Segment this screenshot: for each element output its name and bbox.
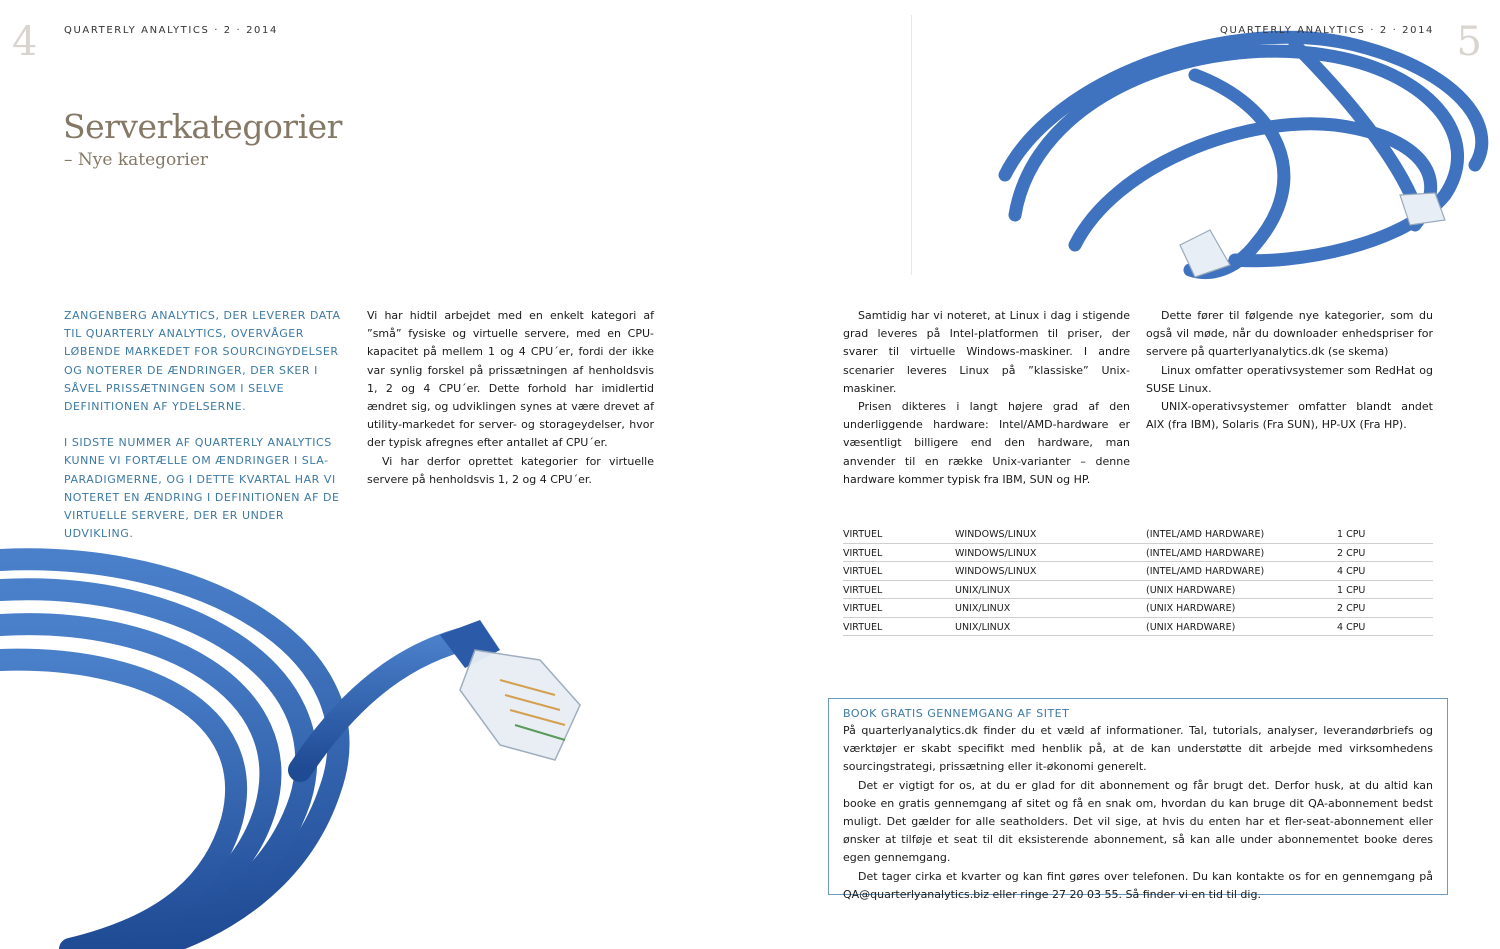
table-cell: (UNIX HARDWARE) [1146, 621, 1236, 633]
intro-paragraph: ZANGENBERG ANALYTICS, DER LEVERER DATA TIL QUARTERLY ANALYTICS, OVERVÅGER LØBENDE MARKEDET FOR SOURCINGYDELSER OG NOTERER DE ÆNDRINGER, DER SKER I SÅVEL PRISSÆTNINGEN SOM I SELVE DEFINITIONEN AF YDELSERNE. [64, 309, 341, 414]
table-row [843, 581, 1433, 600]
table-cell: VIRTUEL [843, 621, 883, 633]
box-title: BOOK GRATIS GENNEMGANG AF SITET [843, 707, 1070, 720]
network-cable-image-left [0, 530, 600, 949]
table-cell: WINDOWS/LINUX [955, 566, 1037, 577]
page-subtitle: – Nye kategorier [64, 150, 209, 170]
table-cell: WINDOWS/LINUX [955, 547, 1037, 559]
table-cell: VIRTUEL [843, 603, 883, 614]
box-paragraph: Det er vigtigt for os, at du er glad for dit abonnement og får brugt det. Derfor husk, at du altid kan booke en gratis gennemgang af sitet og få en snak om, hvordan du kan bruge dit QA-abonnement bedst muligt. Det gælder for alle seatholders. Det vil sige, at hvis du enten har et fler-seat-abonnement eller ønsker at tilføje et seat til dit eksisterende abonnement, så kan alle under abonnementet booke deres egen gennemgang. [843, 778, 1433, 865]
page-title: Serverkategorier [63, 107, 342, 146]
table-cell: VIRTUEL [843, 547, 883, 559]
intro-column [64, 307, 350, 543]
intro-paragraph: I SIDSTE NUMMER AF QUARTERLY ANALYTICS KUNNE VI FORTÆLLE OM ÆNDRINGER I SLA-PARADIGMERNE, OG I DETTE KVARTAL HAR VI NOTERET EN ÆNDRING I DEFINITIONEN AF DE VIRTUELLE SERVERE, DER ER UNDER UDVIKLING. [64, 436, 340, 541]
table-row [843, 599, 1433, 618]
running-header-left: QUARTERLY ANALYTICS · 2 · 2014 [64, 25, 278, 36]
server-category-table [843, 525, 1433, 636]
table-cell: VIRTUEL [843, 584, 883, 596]
table-row [843, 525, 1433, 544]
table-cell: UNIX/LINUX [955, 621, 1011, 633]
page-fold-divider [911, 15, 912, 275]
table-cell: 4 CPU [1337, 621, 1366, 633]
table-cell: (INTEL/AMD HARDWARE) [1146, 547, 1265, 559]
body-paragraph: Prisen dikteres i langt højere grad af den underliggende hardware: Intel/AMD-hardware er væsentligt billigere end den hardware, man anvender til en række Unix-varianter – denne hardware kommer typisk fra IBM, SUN og HP. [843, 400, 1130, 486]
body-column-left [367, 307, 654, 489]
table-cell: WINDOWS/LINUX [955, 529, 1037, 540]
table-cell: 4 CPU [1337, 566, 1366, 577]
table-cell: 1 CPU [1337, 584, 1366, 596]
table-cell: 2 CPU [1337, 603, 1366, 614]
table-cell: (UNIX HARDWARE) [1146, 603, 1236, 614]
body-column-right-2 [1146, 307, 1433, 434]
table-cell: (UNIX HARDWARE) [1146, 584, 1236, 596]
body-paragraph: Samtidig har vi noteret, at Linux i dag i stigende grad leveres på Intel-platformen til priser, der svarer til virtuelle Windows-maskiner. I andre scenarier leveres Linux på ”klassiske” Unix-maskiner. [843, 309, 1130, 395]
body-paragraph: UNIX-operativsystemer omfatter blandt andet AIX (fra IBM), Solaris (Fra SUN), HP-UX (Fra HP). [1146, 400, 1433, 432]
body-paragraph: Dette fører til følgende nye kategorier, som du også vil møde, når du downloader enhedspriser for servere på quarterlyanalytics.dk (se skema) [1146, 309, 1433, 359]
table-cell: UNIX/LINUX [955, 603, 1011, 614]
table-cell: VIRTUEL [843, 529, 883, 540]
page-number-left: 4 [12, 19, 38, 65]
network-cable-image-right [995, 15, 1500, 290]
body-paragraph: Vi har derfor oprettet kategorier for virtuelle servere på henholdsvis 1, 2 og 4 CPU´er. [367, 454, 654, 486]
body-paragraph: Linux omfatter operativsystemer som RedHat og SUSE Linux. [1146, 363, 1433, 395]
table-cell: UNIX/LINUX [955, 584, 1011, 596]
body-column-right-1 [843, 307, 1130, 489]
body-paragraph: Vi har hidtil arbejdet med en enkelt kategori af ”små” fysiske og virtuelle servere, med en CPU-kapacitet på mellem 1 og 4 CPU´er, fordi der ikke var synlig forskel på prissætningen af henholdsvis 1, 2 og 4 CPU´er. Dette forhold har imidlertid ændret sig, og udviklingen synes at være drevet af utility-markedet for server- og storageydelser, hvor der typisk afregnes efter antallet af CPU´er. [367, 309, 654, 450]
table-row [843, 618, 1433, 637]
table-cell: (INTEL/AMD HARDWARE) [1146, 529, 1265, 540]
table-row [843, 562, 1433, 581]
rj45-connector-right [1180, 193, 1445, 277]
table-cell: 1 CPU [1337, 529, 1366, 540]
table-cell: VIRTUEL [843, 566, 883, 577]
table-row [843, 544, 1433, 563]
box-paragraph: Det tager cirka et kvarter og kan fint gøres over telefonen. Du kan kontakte os for en gennemgang på QA@quarterlyanalytics.biz eller ringe 27 20 03 55. Så finder vi en tid til dig. [843, 869, 1433, 901]
box-paragraph: På quarterlyanalytics.dk finder du et væld af informationer. Tal, tutorials, analyser, leverandørbriefs og værktøjer er skabt specifikt med henblik på, at de kan understøtte dit arbejde med virksomhedens sourcingstrategi, prissætning eller it-økonomi generelt. [843, 724, 1433, 774]
rj45-connector-left [440, 620, 580, 760]
table-cell: (INTEL/AMD HARDWARE) [1146, 566, 1265, 577]
running-header-right: QUARTERLY ANALYTICS · 2 · 2014 [1220, 25, 1434, 36]
booking-info-box [828, 698, 1448, 901]
table-cell: 2 CPU [1337, 547, 1366, 559]
page-number-right: 5 [1456, 19, 1482, 65]
